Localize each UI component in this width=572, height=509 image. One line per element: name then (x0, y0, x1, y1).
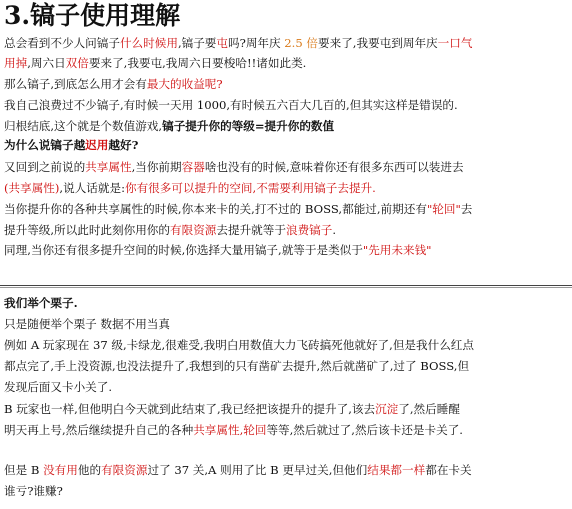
text-run: 归根结底,这个就是个数值游戏, (4, 119, 163, 133)
text-run: 有限资源 (101, 463, 148, 477)
text-run: 当你提升你的各种共享属性的时候,你本来卡的关,打不过的 BOSS,都能过,前期还有 (4, 202, 427, 216)
text-run: 什么时候用 (119, 36, 178, 50)
paragraph-line (4, 482, 568, 502)
text-run: 要来了,我要屯,我周六日要梭哈!!诸如此类. (88, 56, 307, 70)
text-run: 都点完了,手上没资源,也没法提升了,我想到的只有凿矿去提升,然后就凿矿了,过了 BOSS,但 (4, 359, 470, 373)
text-run: 那么镐子,到底怎么用才会有 (4, 77, 147, 91)
text-run: B 玩家也一样,但他明白今天就到此结束了,我已经把该提升的提升了,该去 (4, 402, 376, 416)
text-run: . (332, 223, 337, 237)
text-run: 他的 (77, 463, 102, 477)
text-run: 例如 A 玩家现在 37 级,卡绿龙,很难受,我明白用数值大力飞砖搞死他就好了,但是我什么红点 (4, 338, 474, 352)
document-title: 3.镐子使用理解 (4, 1, 181, 30)
paragraph-line (4, 117, 568, 137)
text-run: 同理,当你还有很多提升空间的时候,你选择大量用镐子,就等于是类似于 (4, 243, 363, 257)
text-run: 又回到之前说的 (4, 160, 86, 174)
text-run: 最大的收益呢? (146, 77, 223, 91)
paragraph-line (4, 400, 568, 420)
page-break-divider (0, 285, 572, 286)
text-run: 我自己浪费过不少镐子,有时候一天用 1000,有时候五六百大几百的,但其实这样是错误的. (4, 98, 458, 112)
text-run: 没有用 (43, 463, 78, 477)
text-run: "先用未来钱" (362, 243, 432, 257)
text-run: 等等,然后就过了,然后该卡还是卡关了. (266, 423, 463, 437)
text-run: 结果都一样 (367, 463, 426, 477)
text-run: 有限资源 (170, 223, 217, 237)
paragraph-line (4, 54, 568, 74)
text-run: 镐子提升你的等级=提升你的数值 (162, 119, 335, 133)
text-run: 发现后面又卡小关了. (4, 380, 113, 394)
page-break-divider (0, 287, 572, 288)
text-run: ,说人话就是: (59, 181, 125, 195)
text-run: 共享属性 (85, 160, 132, 174)
text-run: 谁亏?谁赚? (4, 484, 63, 498)
text-run: 沉淀 (375, 402, 399, 416)
text-run: 了,然后睡醒 (398, 402, 460, 416)
text-run: 共享属性,轮回 (193, 423, 267, 437)
text-run: 用掉 (4, 56, 28, 70)
paragraph-line (4, 336, 568, 356)
text-run: 提升等级,所以此时此刻你用你的 (4, 223, 170, 237)
text-run: 2.5 倍 (284, 36, 319, 50)
text-run: ,周六日 (27, 56, 66, 70)
text-run: 屯 (216, 36, 229, 50)
section-heading (4, 294, 568, 314)
text-run: 双倍 (65, 56, 89, 70)
paragraph-line (4, 378, 568, 398)
text-run: 你有很多可以提升的空间,不需要利用镐子去提升. (124, 181, 376, 195)
paragraph-line (4, 34, 568, 54)
text-run: 只是随便举个栗子 数据不用当真 (4, 317, 170, 331)
paragraph-line (4, 357, 568, 377)
text-run: 浪费镐子 (285, 223, 333, 237)
text-run: 总会看到不少人问镐子 (4, 36, 120, 50)
paragraph-line (4, 158, 568, 178)
text-run: 去提升就等于 (216, 223, 286, 237)
text-run: 我们举个栗子. (4, 296, 78, 310)
paragraph-line (4, 96, 568, 116)
text-run: 一口气 (437, 36, 473, 50)
text-run: (共享属性) (4, 181, 60, 195)
paragraph-line (4, 179, 568, 199)
text-run: 吗?周年庆 (228, 36, 285, 50)
text-run: 要来了,我要屯到周年庆 (318, 36, 438, 50)
text-run: 越好? (108, 138, 139, 152)
text-run: 啥也没有的时候,意味着你还有很多东西可以装进去 (204, 160, 464, 174)
paragraph-line (4, 315, 568, 335)
text-run: 过了 37 关,A 则用了比 B 更早过关,但他们 (147, 463, 368, 477)
text-run: 容器 (181, 160, 205, 174)
text-run: ,当你前期 (131, 160, 182, 174)
paragraph-line (4, 200, 568, 220)
text-run: "轮回" (426, 202, 461, 216)
text-run: ,镐子要 (177, 36, 217, 50)
paragraph-line (4, 221, 568, 241)
text-run: 明天再上号,然后继续提升自己的各种 (4, 423, 194, 437)
text-run: 为什么说镐子越 (4, 138, 86, 152)
paragraph-line (4, 461, 568, 481)
section-heading (4, 136, 568, 156)
text-run: 去 (460, 202, 473, 216)
paragraph-line (4, 241, 568, 261)
text-run: 迟用 (85, 138, 109, 152)
text-run: 都在卡关 (425, 463, 472, 477)
paragraph-line (4, 75, 568, 95)
paragraph-line (4, 421, 568, 441)
text-run: 但是 B (4, 463, 44, 477)
